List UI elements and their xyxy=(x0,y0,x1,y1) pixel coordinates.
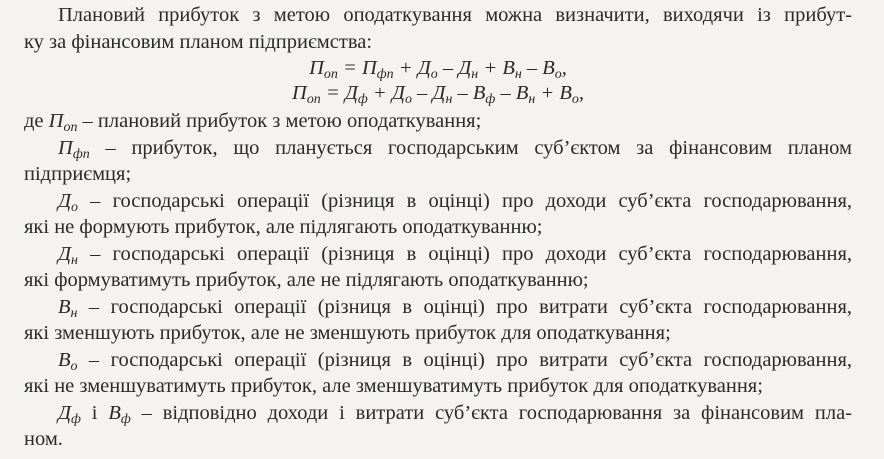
definition-v-n: $В_н$ – господарські операції (різниця в оцінці) про витрати суб’єкта господарювання, які зменшують прибуток, але не зменшують прибуток для оподаткування; xyxy=(24,295,852,344)
intro-paragraph xyxy=(24,2,852,55)
intro-line-1: Плановий прибуток з метою оподаткування можна визначити, виходячи із прибут- xyxy=(58,4,852,26)
formula-2: $П_{оп} = Д_ф + Д_о - Д_н - В_ф - В_н + В_о$, xyxy=(292,82,584,107)
definition-d-o: $Д_о$ – господарські операції (різниця в оцінці) про доходи суб’єкта господарювання, які не формують прибуток, але підлягають оподаткуванню; xyxy=(24,189,852,238)
intro-line-2: ку за фінансовим планом підприємства: xyxy=(24,30,373,53)
definition-d-n: $Д_н$ – господарські операції (різниця в оцінці) про доходи суб’єкта господарювання, які формуватимуть прибуток, але не підлягають оподаткуванню; xyxy=(24,242,852,291)
definition-v-o: $В_о$ – господарські операції (різниця в оцінці) про витрати суб’єкта господарювання, які не зменшуватимуть прибуток, але зменшуватимуть прибуток для оподаткування; xyxy=(24,348,852,397)
definition-p-op: де $П_{оп}$ – плановий прибуток з метою оподаткування; xyxy=(24,110,482,135)
definition-d-f-v-f: $Д_ф$ і $В_ф$ – відповідно доходи і витрати суб’єкта господарювання за фінансовим пла- ном. xyxy=(24,401,852,450)
formula-1: $П_{оп} = П_{фп} + Д_о - Д_н + В_н - В_о$, xyxy=(309,57,567,82)
definition-p-fp: $П_{фп}$ – прибуток, що планується господарським суб’єктом за фінансовим планом підприємця; xyxy=(24,136,852,185)
